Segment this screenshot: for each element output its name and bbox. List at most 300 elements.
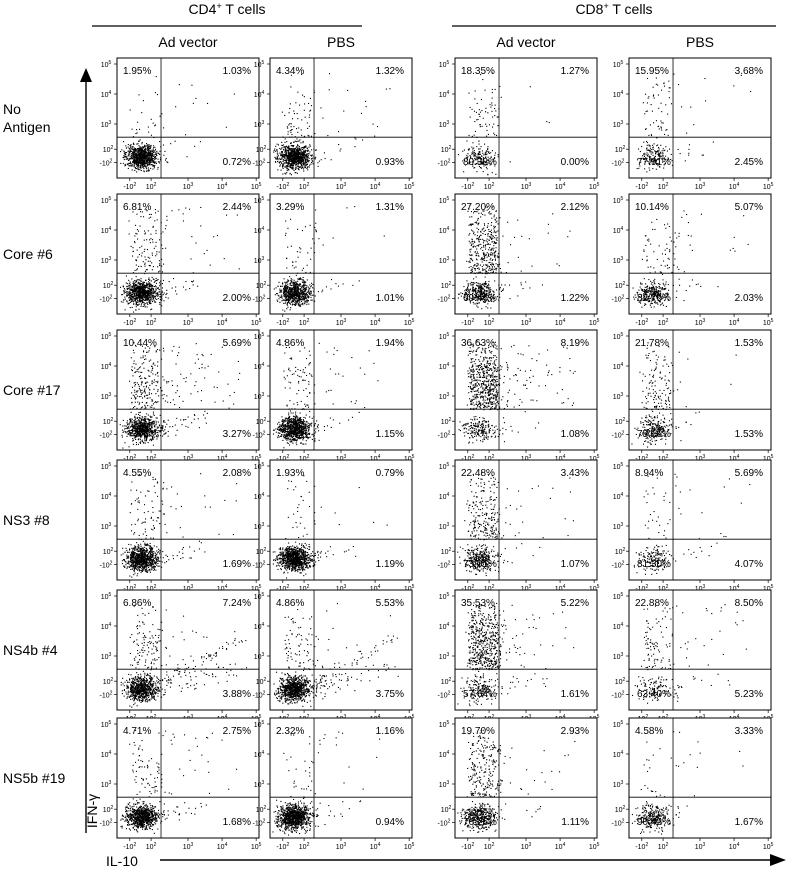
event-dot (132, 297, 133, 298)
event-dot (495, 110, 496, 111)
event-dot (133, 281, 134, 282)
event-dot (134, 280, 135, 281)
event-dot (469, 241, 470, 242)
event-dot (481, 308, 482, 309)
event-dot (472, 142, 473, 143)
event-dot (488, 244, 489, 245)
event-dot (311, 136, 312, 137)
event-dot (151, 285, 152, 286)
event-dot (155, 281, 156, 282)
y-tick-label: $10^2$ (255, 145, 267, 155)
event-dot (661, 103, 662, 104)
quadrant-upper-right-pct: 1.27% (560, 66, 589, 77)
event-dot (224, 258, 225, 259)
event-dot (472, 231, 473, 232)
x-tick-label: $10^4$ (369, 182, 381, 191)
event-dot (293, 155, 294, 156)
event-dot (292, 285, 293, 286)
event-dot (292, 160, 293, 161)
event-dot (226, 127, 227, 128)
event-dot (151, 164, 152, 165)
event-dot (646, 148, 647, 149)
event-dot (486, 240, 487, 241)
event-dot (482, 239, 483, 240)
event-dot (298, 297, 299, 298)
event-dot (286, 153, 287, 154)
event-dot (343, 283, 344, 284)
event-dot (483, 283, 484, 284)
event-dot (650, 124, 651, 125)
event-dot (492, 248, 493, 249)
event-dot (144, 171, 145, 172)
event-dot (282, 166, 283, 167)
event-dot (646, 111, 647, 112)
event-dot (493, 228, 494, 229)
event-dot (309, 284, 310, 285)
event-dot (153, 152, 154, 153)
event-dot (481, 285, 482, 286)
event-dot (307, 148, 308, 149)
event-dot (640, 151, 641, 152)
event-dot (479, 116, 480, 117)
event-dot (286, 163, 287, 164)
event-dot (292, 168, 293, 169)
event-dot (321, 159, 322, 160)
event-dot (151, 309, 152, 310)
event-dot (493, 271, 494, 272)
row-label: NS4b #4 (3, 642, 58, 658)
event-dot (139, 169, 140, 170)
event-dot (148, 261, 149, 262)
event-dot (656, 151, 657, 152)
event-dot (144, 231, 145, 232)
event-dot (166, 216, 167, 217)
event-dot (479, 288, 480, 289)
event-dot (128, 168, 129, 169)
event-dot (297, 160, 298, 161)
event-dot (305, 226, 306, 227)
event-dot (495, 235, 496, 236)
event-dot (297, 291, 298, 292)
event-dot (354, 146, 355, 147)
event-dot (131, 157, 132, 158)
event-dot (152, 158, 153, 159)
event-dot (129, 220, 130, 221)
quadrant-upper-left-pct: 15.95% (635, 66, 669, 77)
event-dot (281, 295, 282, 296)
event-dot (156, 163, 157, 164)
event-dot (671, 103, 672, 104)
event-dot (128, 160, 129, 161)
event-dot (132, 290, 133, 291)
x-tick-label: $10^4$ (216, 318, 228, 327)
event-dot (145, 150, 146, 151)
quadrant-lower-right-pct: 0.93% (375, 157, 404, 168)
event-dot (301, 287, 302, 288)
event-dot (133, 143, 134, 144)
quadrant-lower-right-pct: 2.45% (734, 157, 763, 168)
event-dot (321, 291, 322, 292)
event-dot (649, 145, 650, 146)
event-dot (141, 246, 142, 247)
event-dot (191, 85, 192, 86)
event-dot (298, 152, 299, 153)
event-dot (193, 103, 194, 104)
event-dot (127, 289, 128, 290)
event-dot (482, 266, 483, 267)
event-dot (298, 154, 299, 155)
event-dot (659, 154, 660, 155)
event-dot (159, 302, 160, 303)
event-dot (297, 92, 298, 93)
event-dot (149, 148, 150, 149)
event-dot (669, 97, 670, 98)
quadrant-upper-right-pct: 3.68% (734, 66, 763, 77)
x-tick-label: $-10^2$ (123, 318, 137, 327)
event-dot (298, 164, 299, 165)
event-dot (283, 164, 284, 165)
event-dot (483, 285, 484, 286)
event-dot (495, 89, 496, 90)
event-dot (144, 282, 145, 283)
event-dot (145, 271, 146, 272)
event-dot (138, 145, 139, 146)
event-dot (303, 277, 304, 278)
event-dot (129, 285, 130, 286)
event-dot (162, 231, 163, 232)
event-dot (122, 294, 123, 295)
event-dot (147, 153, 148, 154)
event-dot (666, 129, 667, 130)
quadrant-upper-left-pct: 6.81% (123, 202, 152, 213)
event-dot (490, 258, 491, 259)
event-dot (135, 296, 136, 297)
event-dot (137, 164, 138, 165)
event-dot (287, 288, 288, 289)
event-dot (151, 119, 152, 120)
event-dot (135, 152, 136, 153)
event-dot (130, 299, 131, 300)
event-dot (287, 228, 288, 229)
event-dot (653, 96, 654, 97)
event-dot (127, 291, 128, 292)
event-dot (338, 286, 339, 287)
event-dot (308, 103, 309, 104)
y-tick-label: $10^2$ (255, 281, 267, 291)
event-dot (139, 289, 140, 290)
event-dot (488, 281, 489, 282)
event-dot (490, 270, 491, 271)
event-dot (126, 159, 127, 160)
event-dot (141, 151, 142, 152)
x-tick-label: $10^2$ (145, 182, 157, 191)
event-dot (483, 270, 484, 271)
event-dot (136, 306, 137, 307)
event-dot (164, 151, 165, 152)
event-dot (159, 162, 160, 163)
event-dot (299, 141, 300, 142)
event-dot (155, 92, 156, 93)
event-dot (663, 123, 664, 124)
event-dot (277, 169, 278, 170)
event-dot (142, 253, 143, 254)
event-dot (311, 285, 312, 286)
event-dot (291, 154, 292, 155)
event-dot (292, 262, 293, 263)
event-dot (305, 150, 306, 151)
event-dot (304, 158, 305, 159)
event-dot (154, 293, 155, 294)
event-dot (146, 287, 147, 288)
event-dot (132, 147, 133, 148)
event-dot (296, 282, 297, 283)
event-dot (126, 157, 127, 158)
event-dot (653, 95, 654, 96)
event-dot (292, 162, 293, 163)
event-dot (495, 260, 496, 261)
event-dot (136, 259, 137, 260)
event-dot (123, 151, 124, 152)
dot-plot-panel (100, 58, 262, 191)
event-dot (478, 153, 479, 154)
event-dot (458, 154, 459, 155)
event-dot (485, 271, 486, 272)
event-dot (302, 155, 303, 156)
event-dot (132, 247, 133, 248)
event-dot (477, 103, 478, 104)
event-dot (139, 247, 140, 248)
event-dot (146, 269, 147, 270)
event-dot (147, 303, 148, 304)
event-dot (277, 156, 278, 157)
event-dot (151, 284, 152, 285)
event-dot (309, 115, 310, 116)
event-dot (165, 160, 166, 161)
event-dot (159, 265, 160, 266)
event-dot (294, 152, 295, 153)
event-dot (164, 293, 165, 294)
event-dot (306, 293, 307, 294)
event-dot (146, 157, 147, 158)
event-dot (476, 249, 477, 250)
event-dot (148, 293, 149, 294)
event-dot (288, 164, 289, 165)
event-dot (148, 291, 149, 292)
event-dot (733, 85, 734, 86)
event-dot (292, 153, 293, 154)
event-dot (137, 229, 138, 230)
event-dot (145, 303, 146, 304)
event-dot (468, 235, 469, 236)
event-dot (152, 255, 153, 256)
event-dot (329, 73, 330, 74)
event-dot (295, 141, 296, 142)
event-dot (479, 144, 480, 145)
event-dot (478, 283, 479, 284)
event-dot (128, 155, 129, 156)
event-dot (277, 158, 278, 159)
event-dot (147, 159, 148, 160)
event-dot (237, 215, 238, 216)
event-dot (145, 256, 146, 257)
event-dot (152, 155, 153, 156)
event-dot (384, 235, 385, 236)
event-dot (293, 165, 294, 166)
event-dot (309, 144, 310, 145)
event-dot (143, 147, 144, 148)
event-dot (487, 285, 488, 286)
event-dot (299, 149, 300, 150)
event-dot (492, 98, 493, 99)
event-dot (148, 156, 149, 157)
event-dot (481, 259, 482, 260)
event-dot (662, 150, 663, 151)
event-dot (133, 284, 134, 285)
event-dot (647, 111, 648, 112)
event-dot (478, 287, 479, 288)
event-dot (296, 292, 297, 293)
event-dot (301, 162, 302, 163)
quadrant-lower-right-pct: 2.00% (222, 293, 251, 304)
event-dot (373, 124, 374, 125)
event-dot (374, 136, 375, 137)
event-dot (130, 286, 131, 287)
event-dot (664, 134, 665, 135)
event-dot (311, 156, 312, 157)
event-dot (290, 283, 291, 284)
event-dot (282, 151, 283, 152)
event-dot (485, 124, 486, 125)
event-dot (464, 150, 465, 151)
event-dot (276, 287, 277, 288)
event-dot (123, 141, 124, 142)
event-dot (147, 298, 148, 299)
event-dot (667, 151, 668, 152)
event-dot (295, 165, 296, 166)
event-dot (305, 160, 306, 161)
event-dot (475, 131, 476, 132)
event-dot (290, 280, 291, 281)
event-dot (192, 281, 193, 282)
event-dot (291, 279, 292, 280)
event-dot (486, 154, 487, 155)
event-dot (140, 147, 141, 148)
event-dot (281, 145, 282, 146)
event-dot (277, 153, 278, 154)
event-dot (312, 238, 313, 239)
event-dot (303, 296, 304, 297)
event-dot (281, 163, 282, 164)
event-dot (140, 161, 141, 162)
event-dot (151, 150, 152, 151)
event-dot (132, 287, 133, 288)
event-dot (293, 287, 294, 288)
event-dot (329, 89, 330, 90)
x-tick-label: $-10^2$ (123, 182, 137, 191)
event-dot (302, 282, 303, 283)
event-dot (158, 159, 159, 160)
event-dot (306, 165, 307, 166)
event-dot (288, 145, 289, 146)
event-dot (480, 244, 481, 245)
event-dot (142, 157, 143, 158)
event-dot (200, 225, 201, 226)
event-dot (297, 113, 298, 114)
event-dot (486, 290, 487, 291)
event-dot (310, 291, 311, 292)
event-dot (481, 110, 482, 111)
event-dot (137, 279, 138, 280)
event-dot (284, 290, 285, 291)
event-dot (647, 145, 648, 146)
y-tick-label: $10^4$ (253, 226, 265, 235)
event-dot (162, 248, 163, 249)
event-dot (294, 296, 295, 297)
event-dot (294, 286, 295, 287)
event-dot (142, 295, 143, 296)
event-dot (361, 113, 362, 114)
event-dot (159, 271, 160, 272)
event-dot (289, 161, 290, 162)
event-dot (286, 292, 287, 293)
event-dot (668, 81, 669, 82)
event-dot (158, 294, 159, 295)
event-dot (197, 286, 198, 287)
event-dot (136, 160, 137, 161)
event-dot (292, 118, 293, 119)
event-dot (480, 216, 481, 217)
event-dot (300, 286, 301, 287)
event-dot (657, 151, 658, 152)
quadrant-upper-left-pct: 3.29% (276, 202, 305, 213)
event-dot (290, 165, 291, 166)
event-dot (470, 251, 471, 252)
event-dot (288, 124, 289, 125)
event-dot (127, 296, 128, 297)
event-dot (474, 121, 475, 122)
event-dot (147, 249, 148, 250)
event-dot (138, 286, 139, 287)
event-dot (153, 154, 154, 155)
event-dot (644, 113, 645, 114)
event-dot (491, 250, 492, 251)
event-dot (315, 223, 316, 224)
event-dot (275, 146, 276, 147)
event-dot (134, 235, 135, 236)
event-dot (204, 253, 205, 254)
event-dot (661, 128, 662, 129)
event-dot (690, 107, 691, 108)
event-dot (288, 299, 289, 300)
event-dot (664, 150, 665, 151)
event-dot (296, 128, 297, 129)
event-dot (304, 96, 305, 97)
y-tick-label: $10^3$ (100, 120, 112, 129)
x-tick-label: $10^2$ (483, 182, 495, 191)
event-dot (494, 280, 495, 281)
event-dot (293, 151, 294, 152)
event-dot (309, 111, 310, 112)
event-dot (163, 155, 164, 156)
event-dot (155, 288, 156, 289)
event-dot (309, 160, 310, 161)
event-dot (307, 154, 308, 155)
event-dot (130, 147, 131, 148)
event-dot (134, 154, 135, 155)
event-dot (313, 163, 314, 164)
event-dot (296, 147, 297, 148)
event-dot (134, 170, 135, 171)
